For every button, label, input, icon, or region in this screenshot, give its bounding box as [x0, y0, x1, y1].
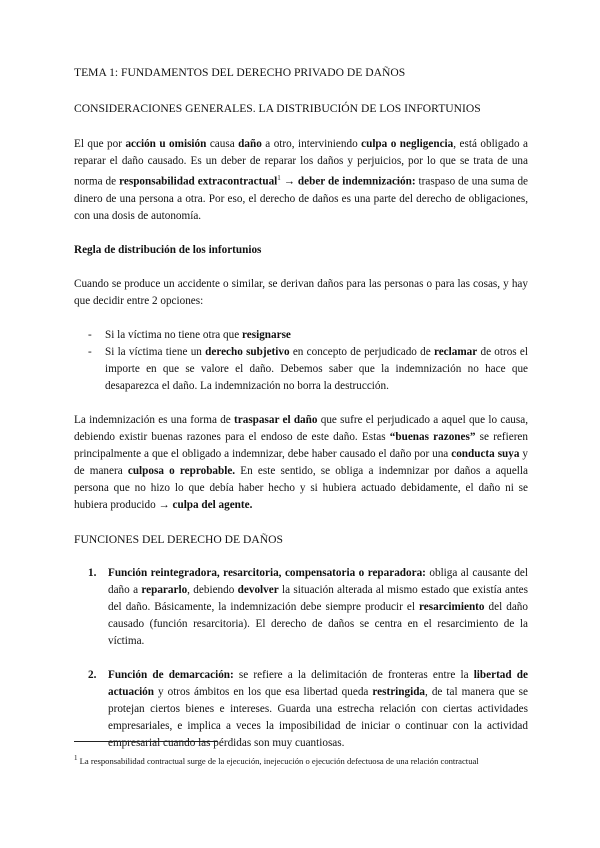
- item-number: 2.: [88, 668, 97, 681]
- item-content: Función reintegradora, resarcitoria, compensatoria o reparadora: obliga al causante del daño a repararlo, debiendo devolver la situación alterada al mismo estado que existía antes del daño. Básicamente, la indemnización debe siempre producir el resarcimiento del daño causado (función resarcitoria). El derecho de daños se centra en el resarcimiento de la víctima.: [108, 566, 528, 647]
- heading-distribution-rule: Regla de distribución de los infortunios: [74, 243, 262, 256]
- paragraph-accident: Cuando se produce un accidente o similar, se derivan daños para las personas o para las cosas, y hay que decidir entre 2 opciones:: [74, 277, 528, 307]
- list-item: [88, 565, 528, 650]
- list-item: - Si la víctima no tiene otra que resignarse: [88, 327, 528, 344]
- paragraph-intro: El que por acción u omisión causa daño a otro, interviniendo culpa o negligencia, está obligado a reparar el daño causado. Es un deber de reparar los daños y perjuicios, por lo que se trata de una norma de responsabilidad extracontractual$^1$ → deber de indemnización: traspaso de una suma de dinero de una persona a otra. Por eso, el derecho de daños es una parte del derecho de obligaciones, con una dosis de autonomía.: [74, 138, 529, 222]
- footnote-text: La responsabilidad contractual surge de la ejecución, inejecución o ejecución defectuosa de una relación contractual: [79, 755, 479, 766]
- footnote-mark: 1: [74, 754, 78, 762]
- section-functions-heading: FUNCIONES DEL DERECHO DE DAÑOS: [74, 532, 283, 546]
- list-item: - Si la víctima tiene un derecho subjetivo en concepto de perjudicado de reclamar de otros el importe en que se valore el daño. Debemos saber que la indemnización no hace que desaparezca el daño. La indemnización no borra la destrucción.: [88, 344, 528, 395]
- item-number: 1.: [88, 566, 97, 579]
- section-subtitle: CONSIDERACIONES GENERALES. LA DISTRIBUCIÓN DE LOS INFORTUNIOS: [74, 102, 481, 115]
- footnote: [74, 752, 528, 767]
- page-title: TEMA 1: FUNDAMENTOS DEL DERECHO PRIVADO DE DAÑOS: [74, 66, 406, 79]
- paragraph-indemnization: La indemnización es una forma de traspasar el daño que sufre el perjudicado a aquel que lo causa, debiendo existir buenas razones para el endoso de este daño. Estas “buenas razones” se refieren principalmente a que el obligado a indemnizar, debe haber causado el daño por una conducta suya y de manera culposa o reprobable. En este sentido, se obliga a indemnizar por daños a aquella persona que no hizo lo que debía haber hecho y si hubiera actuado debidamente, el daño ni se hubiera producido → culpa del agente.: [74, 413, 529, 511]
- functions-list: [74, 565, 528, 752]
- item-content: Función de demarcación: se refiere a la delimitación de fronteras entre la libertad de actuación y otros ámbitos en los que esa libertad queda restringida, de tal manera que se protejan ciertos bienes e intereses. Guarda una estrecha relación con ciertas actividades empresariales, e implica a veces la imposibilidad de iniciar o continuar con la actividad empresarial cuando las pérdidas son muy cuantiosas.: [108, 668, 528, 749]
- list-item: [88, 667, 528, 752]
- footnote-separator: [74, 741, 218, 742]
- options-list: [74, 327, 528, 395]
